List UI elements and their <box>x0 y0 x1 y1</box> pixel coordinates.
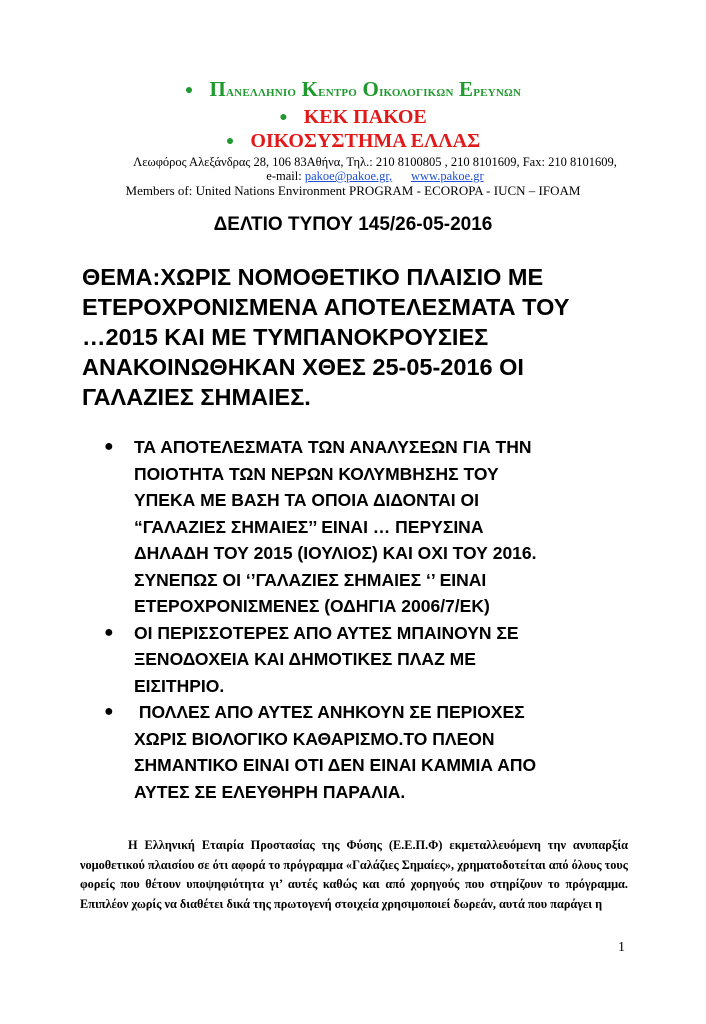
list-item <box>104 434 624 620</box>
bullet-icon: ● <box>104 438 114 455</box>
list-item-line: ΠΟΛΛΕΣ ΑΠΟ ΑΥΤΕΣ ΑΝΗΚΟΥΝ ΣΕ ΠΕΡΙΟΧΕΣ <box>134 702 525 722</box>
bullet-icon: ● <box>279 110 288 126</box>
list-item-line: ΤΑ ΑΠΟΤΕΛΕΣΜΑΤΑ ΤΩΝ ΑΝΑΛΥΣΕΩΝ ΓΙΑ ΤΗΝ <box>134 437 532 457</box>
membership-line: Members of: United Nations Environment PROGRAM - ECOROPA - IUCN – IFOAM <box>125 183 581 198</box>
list-item-line: ΣΥΝΕΠΩΣ ΟΙ ‘’ΓΑΛΑΖΙΕΣ ΣΗΜΑΙΕΣ ‘’ ΕΙΝΑΙ <box>134 569 487 590</box>
subject-line: ΘΕΜΑ:ΧΩΡΙΣ ΝΟΜΟΘΕΤΙΚΟ ΠΛΑΙΣΙΟ ΜΕ <box>82 264 544 290</box>
press-release-title: ΔΕΛΤΙΟ ΤΥΠΟΥ 145/26-05-2016 <box>213 214 493 235</box>
org-word-1: Πανελληνιο <box>209 77 297 101</box>
body-paragraph: Η Ελληνική Εταιρία Προστασίας της Φύσης (Ε.Ε.Π.Φ) εκμεταλλευόμενη την ανυπαρξία νομοθετικού πλαισίου σε ότι αφορά το πρόγραμμα «Γαλάζιες Σημαίες», χρηματοδοτείται από όλους τους φορείς που θέτουν υποψηφιότητα γι’ αυτές καθώς και από χορηγούς που στηρίζουν το πρόγραμμα. Επιπλέον χωρίς να διαθέτει δικά της πρωτογενή στοιχεία χρησιμοποιεί δωρεάν, αυτά που παράγει η <box>80 838 628 911</box>
address-line: Λεωφόρος Αλεξάνδρας 28, 106 83Αθήνα, Τηλ.: 210 8100805 , 210 8101609, Fax: 210 8101609, <box>133 155 617 169</box>
list-item-line: ΥΠΕΚΑ ΜΕ ΒΑΣΗ ΤΑ ΟΠΟΙΑ ΔΙΔΟΝΤΑΙ ΟΙ <box>134 490 480 510</box>
email-link[interactable]: pakoe@pakoe.gr, <box>304 169 393 183</box>
list-item <box>104 699 624 805</box>
contact-address <box>95 155 655 183</box>
bullet-icon: ● <box>184 83 194 99</box>
key-points-list <box>104 434 624 805</box>
kek-name: ΚΕΚ ΠΑΚΟΕ <box>303 106 427 128</box>
email-label: e-mail: <box>266 169 302 183</box>
organization-name <box>0 77 706 102</box>
subject-line: ΑΝΑΚΟΙΝΩΘΗΚΑΝ ΧΘΕΣ 25-05-2016 ΟΙ <box>82 354 524 380</box>
ecosystem-name: ΟΙΚΟΣΥΣΤΗΜΑ ΕΛΛΑΣ <box>250 130 481 152</box>
list-item-line: ΟΙ ΠΕΡΙΣΣΟΤΕΡΕΣ ΑΠΟ ΑΥΤΕΣ ΜΠΑΙΝΟΥΝ ΣΕ <box>134 622 519 643</box>
list-item-line: ΔΗΛΑΔΗ ΤΟΥ 2015 (ΙΟΥΛΙΟΣ) ΚΑΙ ΟΧΙ ΤΟΥ 2016. <box>134 543 537 563</box>
email-line <box>95 169 655 183</box>
bullet-icon: ● <box>104 623 114 641</box>
subject-heading <box>82 262 642 412</box>
subject-line: ΕΤΕΡΟΧΡΟΝΙΣΜΕΝΑ ΑΠΟΤΕΛΕΣΜΑΤΑ ΤΟΥ <box>82 294 570 320</box>
org-word-3: Οικολογικων <box>362 77 454 101</box>
subject-line: ΓΑΛΑΖΙΕΣ ΣΗΜΑΙΕΣ. <box>82 384 311 410</box>
list-item-line: ΣΗΜΑΝΤΙΚΟ ΕΙΝΑΙ ΟΤΙ ΔΕΝ ΕΙΝΑΙ ΚΑΜΜΙΑ ΑΠΟ <box>134 755 537 775</box>
list-item-line: ΑΥΤΕΣ ΣΕ ΕΛΕΥΘΗΡΗ ΠΑΡΑΛΙΑ. <box>134 781 406 802</box>
page-number: 1 <box>618 940 625 955</box>
list-item-line: ΕΤΕΡΟΧΡΟΝΙΣΜΕΝΕΣ (ΟΔΗΓΙΑ 2006/7/ΕΚ) <box>134 596 490 616</box>
bullet-icon: ● <box>104 703 114 720</box>
org-word-2: Κεντρο <box>301 77 358 101</box>
ecosystem-line <box>0 130 706 153</box>
list-item <box>104 620 624 700</box>
list-item-line: ΠΟΙΟΤΗΤΑ ΤΩΝ ΝΕΡΩΝ ΚΟΛΥΜΒΗΣΗΣ ΤΟΥ <box>134 463 499 484</box>
website-link[interactable]: www.pakoe.gr <box>410 169 484 183</box>
subject-line: …2015 ΚΑΙ ΜΕ ΤΥΜΠΑΝΟΚΡΟΥΣΙΕΣ <box>82 324 489 350</box>
org-word-4: Ερευνων <box>459 77 522 101</box>
kek-line <box>0 106 706 129</box>
list-item-line: ΞΕΝΟΔΟΧΕΙΑ ΚΑΙ ΔΗΜΟΤΙΚΕΣ ΠΛΑΖ ΜΕ <box>134 649 476 669</box>
list-item-line: ΕΙΣΙΤΗΡΙΟ. <box>134 675 225 696</box>
bullet-icon: ● <box>225 134 235 150</box>
list-item-line: “ΓΑΛΑΖΙΕΣ ΣΗΜΑΙΕΣ’’ ΕΙΝΑΙ … ΠΕΡΥΣΙΝΑ <box>134 516 484 537</box>
list-item-line: ΧΩΡΙΣ ΒΙΟΛΟΓΙΚΟ ΚΑΘΑΡΙΣΜΟ.ΤΟ ΠΛΕΟΝ <box>134 728 495 749</box>
